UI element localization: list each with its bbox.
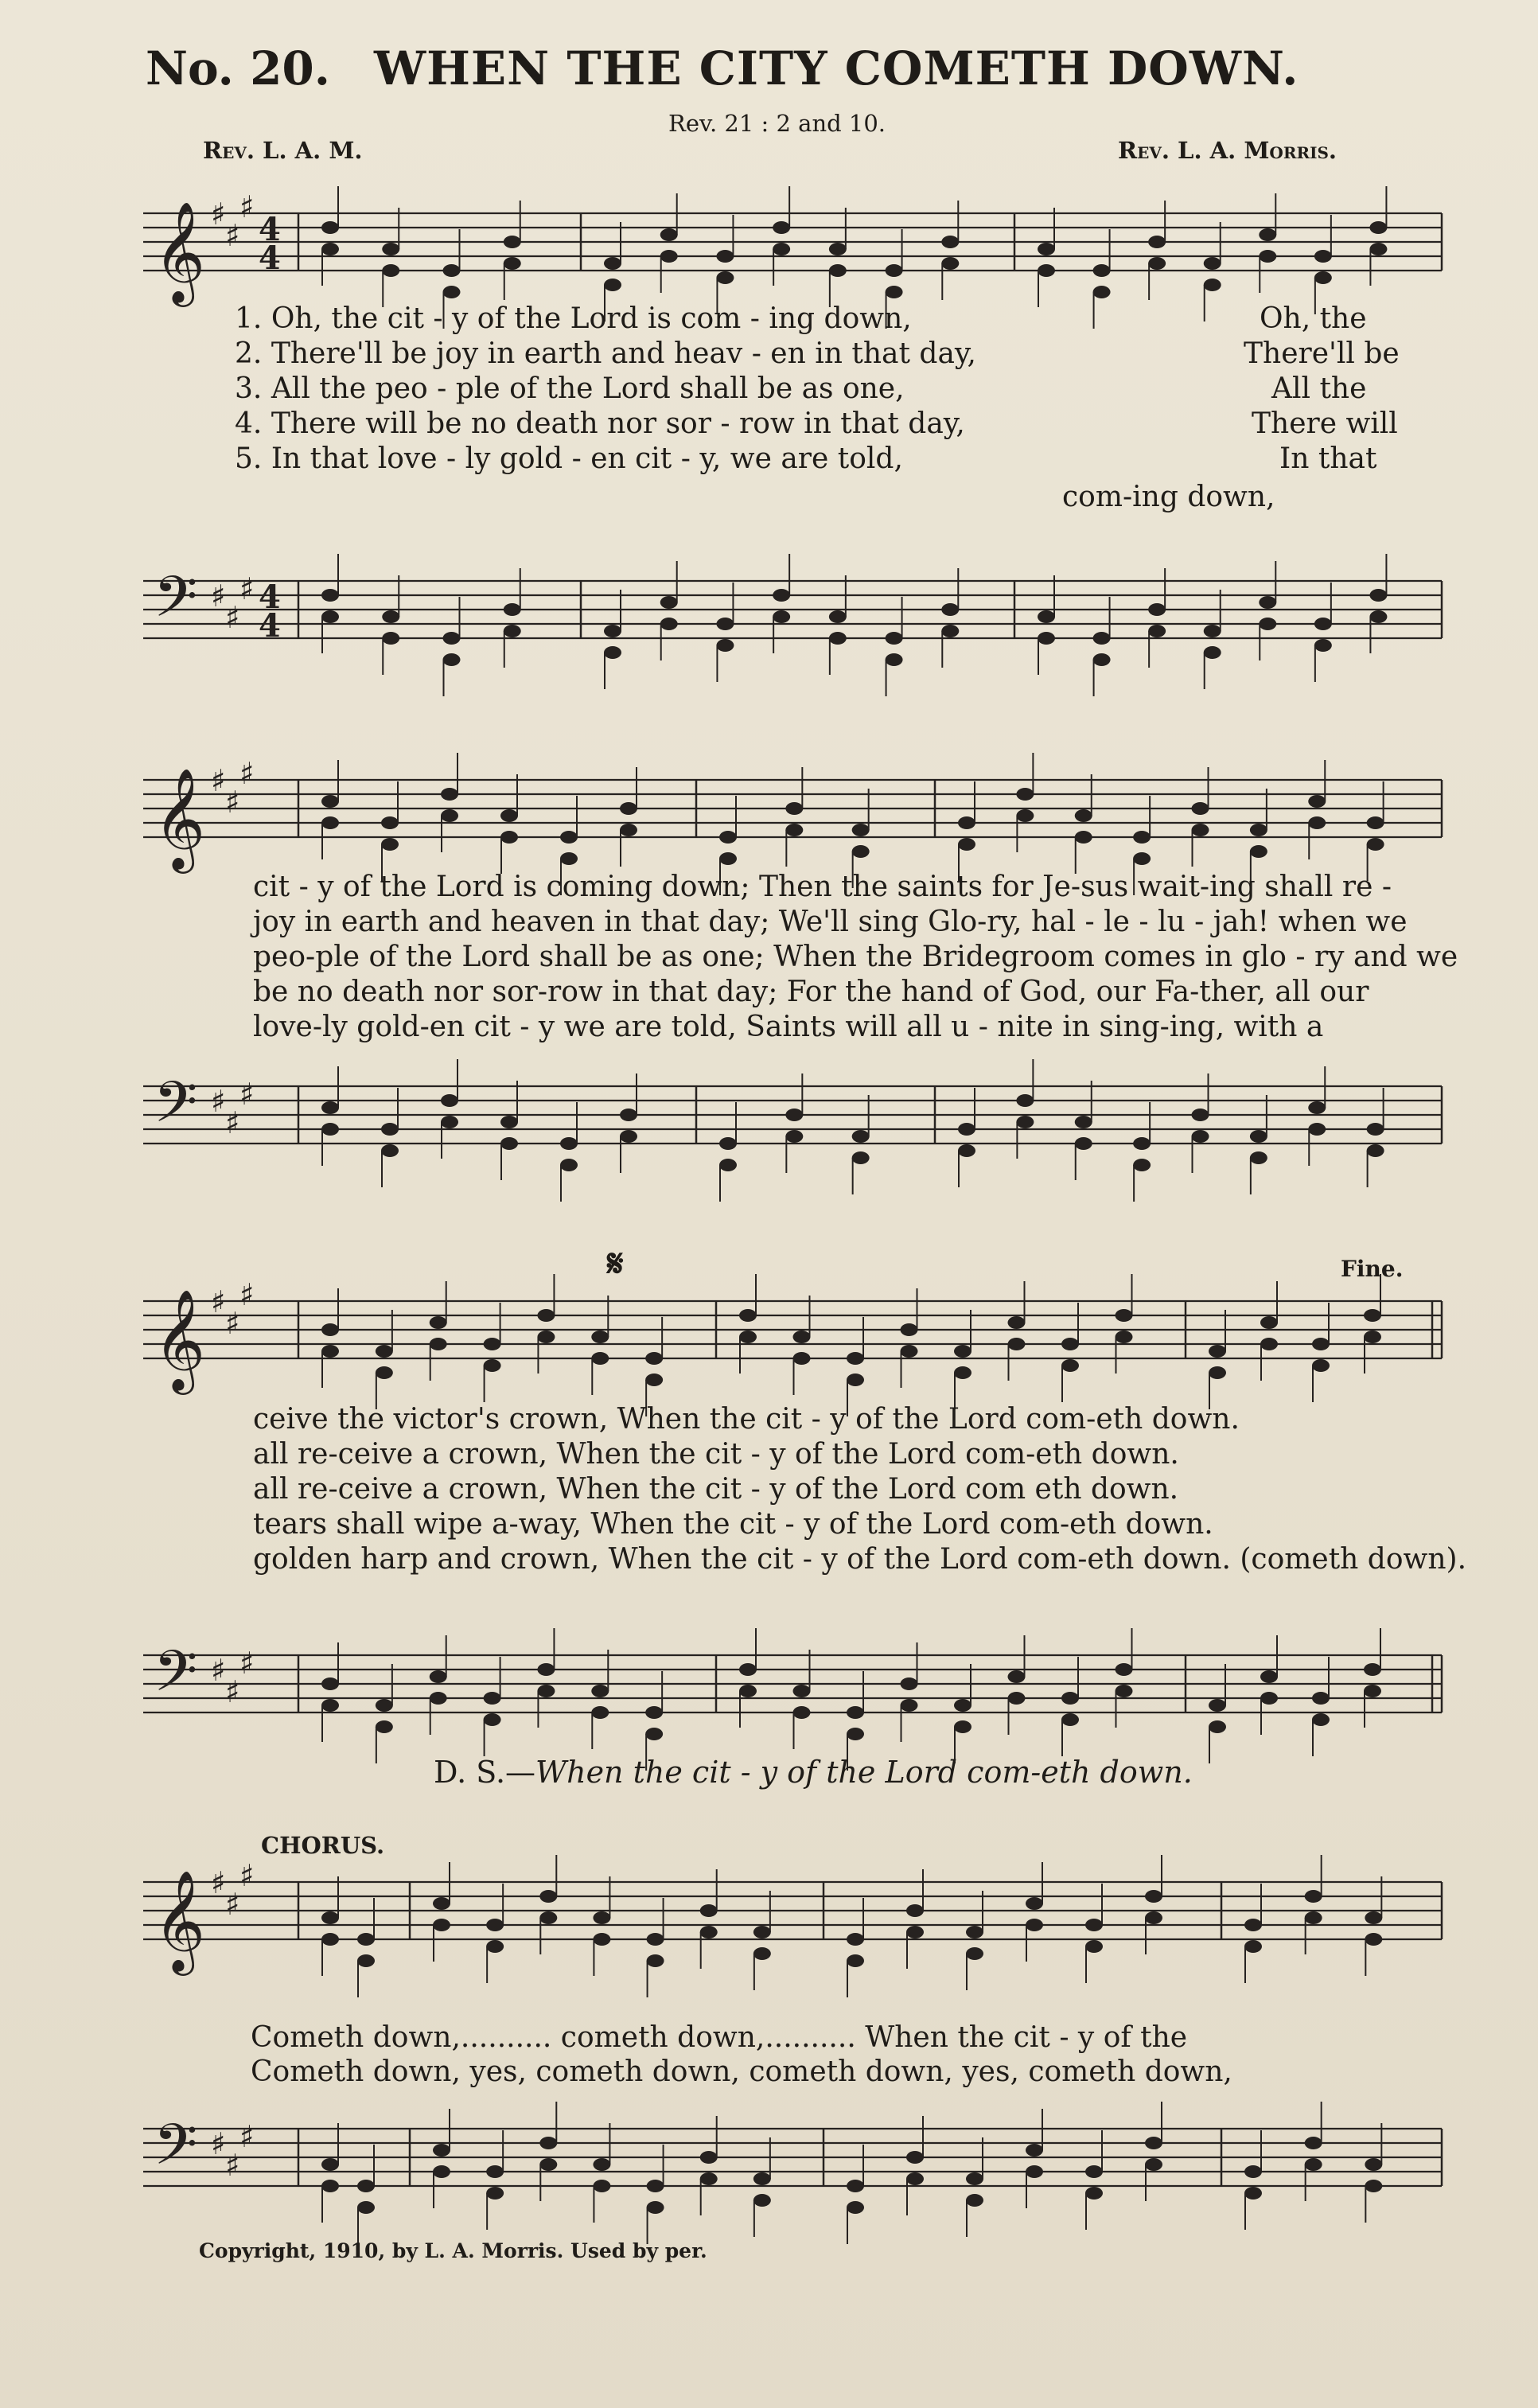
segno-mark: 𝄋 [607, 1241, 624, 1286]
hymn-number: No. 20. [146, 41, 330, 95]
svg-text:♯: ♯ [211, 2126, 226, 2161]
svg-text:𝄞: 𝄞 [154, 201, 206, 302]
svg-text:♯: ♯ [225, 1105, 240, 1140]
system-1-bass-staff [139, 549, 1444, 676]
svg-text:𝄞: 𝄞 [154, 767, 206, 869]
svg-text:♯: ♯ [225, 1306, 240, 1341]
svg-text:♯: ♯ [225, 785, 240, 820]
system-3-treble-staff [139, 1265, 1444, 1401]
system-2-bass-staff [139, 1050, 1444, 1170]
svg-text:♯: ♯ [239, 1277, 255, 1312]
svg-text:𝄢: 𝄢 [154, 1070, 198, 1149]
svg-text:♯: ♯ [211, 579, 226, 614]
svg-text:♯: ♯ [225, 1674, 240, 1709]
words-author: Rev. L. A. M. [203, 137, 363, 164]
system-3-bass-staff [139, 1592, 1444, 1751]
svg-text:𝄞: 𝄞 [154, 1869, 206, 1971]
verse-4-line: 4. There will be no death nor sor - row in that day, [235, 407, 965, 440]
system-2-treble-staff [139, 744, 1444, 871]
svg-text:♯: ♯ [239, 189, 255, 224]
svg-text:♯: ♯ [211, 1284, 226, 1319]
svg-text:♯: ♯ [211, 1865, 226, 1900]
system-2-lyric-2: joy in earth and heaven in that day; We'll sing Glo-ry, hal - le - lu - jah! when we [253, 906, 1408, 938]
svg-text:♯: ♯ [211, 197, 226, 232]
system-3-lyric-5: golden harp and crown, When the cit - y of the Lord com-eth down. (cometh down). [253, 1543, 1467, 1576]
chorus-bass-staff [139, 2085, 1444, 2228]
svg-text:𝄞: 𝄞 [154, 1288, 206, 1390]
svg-text:♯: ♯ [239, 571, 255, 606]
verse-5-line: 5. In that love - ly gold - en cit - y, we are told, [235, 442, 903, 475]
system-3-lyric-2: all re-ceive a crown, When the cit - y of the Lord com-eth down. [253, 1438, 1179, 1471]
dal-segno-line: D. S.—When the cit - y of the Lord com-eth down. [434, 1755, 1193, 1790]
copyright-notice: Copyright, 1910, by L. A. Morris. Used by per. [199, 2239, 707, 2262]
verse-extra-text: com-ing down, [1062, 481, 1275, 513]
chorus-treble-staff [139, 1838, 1444, 2021]
svg-text:♯: ♯ [211, 1084, 226, 1119]
chorus-lyric-1: Cometh down,.......... cometh down,.......... When the cit - y of the [251, 2021, 1188, 2054]
svg-text:♯: ♯ [225, 1887, 240, 1922]
system-1-treble-staff [139, 181, 1444, 302]
verse-3-tail: All the [1271, 372, 1367, 405]
music-composer: Rev. L. A. Morris. [1118, 137, 1337, 164]
system-3-lyric-4: tears shall wipe a-way, When the cit - y of the Lord com-eth down. [253, 1508, 1213, 1541]
svg-text:♯: ♯ [211, 1653, 226, 1688]
scripture-reference: Rev. 21 : 2 and 10. [668, 110, 886, 137]
svg-text:♯: ♯ [211, 763, 226, 798]
svg-text:4: 4 [259, 579, 281, 616]
svg-text:4: 4 [259, 211, 281, 248]
verse-4-tail: There will [1252, 407, 1398, 440]
svg-text:𝄢: 𝄢 [154, 1638, 198, 1718]
system-3-lyric-3: all re-ceive a crown, When the cit - y of the Lord com eth down. [253, 1473, 1179, 1506]
chorus-lyric-2: Cometh down, yes, cometh down, cometh down, yes, cometh down, [251, 2055, 1232, 2088]
verse-3-line: 3. All the peo - ple of the Lord shall be as one, [235, 372, 905, 405]
svg-text:♯: ♯ [239, 1077, 255, 1112]
svg-text:♯: ♯ [239, 1858, 255, 1893]
svg-text:𝄢: 𝄢 [154, 2112, 198, 2192]
hymn-title: WHEN THE CITY COMETH DOWN. [374, 41, 1299, 95]
svg-text:♯: ♯ [225, 600, 240, 635]
svg-text:4: 4 [259, 607, 281, 645]
svg-text:♯: ♯ [239, 2119, 255, 2154]
svg-text:♯: ♯ [239, 756, 255, 791]
verse-1-tail: Oh, the [1260, 302, 1367, 335]
svg-text:𝄢: 𝄢 [154, 564, 198, 644]
chorus-label: CHORUS. [261, 1832, 385, 1859]
system-2-lyric-1: cit - y of the Lord is coming down; Then the saints for Je-sus wait-ing shall re - [253, 871, 1392, 903]
verse-2-line: 2. There'll be joy in earth and heav - en in that day, [235, 337, 976, 370]
system-2-lyric-3: peo-ple of the Lord shall be as one; When the Bridegroom comes in glo - ry and we [253, 941, 1458, 973]
system-3-lyric-1: ceive the victor's crown, When the cit - y of the Lord com-eth down. [253, 1403, 1240, 1436]
system-2-lyric-5: love-ly gold-en cit - y we are told, Saints will all u - nite in sing-ing, with a [253, 1011, 1324, 1043]
svg-text:♯: ♯ [225, 2148, 240, 2183]
verse-2-tail: There'll be [1244, 337, 1400, 370]
verse-5-tail: In that [1279, 442, 1377, 475]
fine-mark: Fine. [1341, 1256, 1404, 1282]
system-2-lyric-4: be no death nor sor-row in that day; For the hand of God, our Fa-ther, all our [253, 976, 1369, 1008]
svg-text:♯: ♯ [225, 218, 240, 253]
svg-text:4: 4 [259, 240, 281, 277]
verse-1-line: 1. Oh, the cit - y of the Lord is com - ing down, [235, 302, 912, 335]
svg-text:♯: ♯ [239, 1646, 255, 1681]
